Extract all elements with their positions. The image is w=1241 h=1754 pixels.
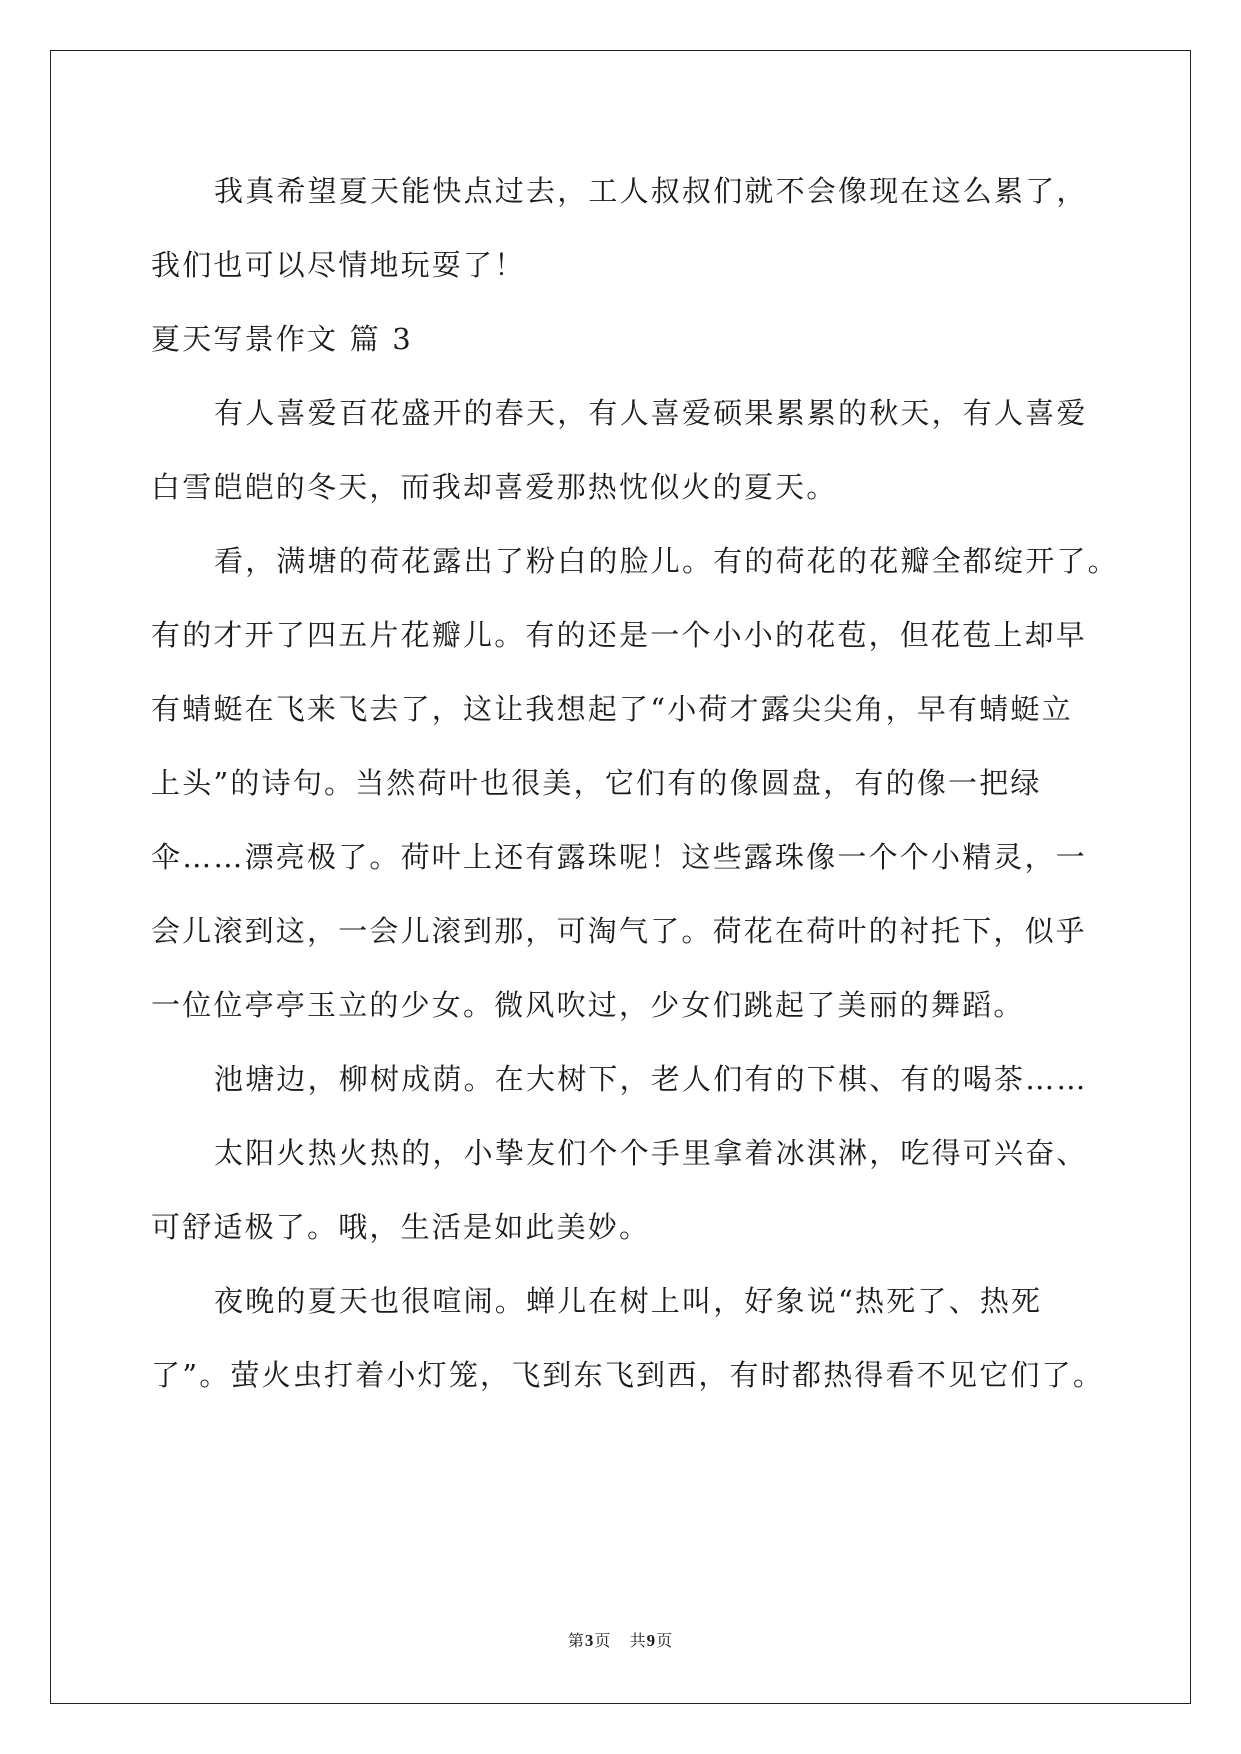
section-heading: 夏天写景作文 篇 3 (151, 322, 413, 356)
page-footer (0, 1628, 1241, 1651)
paragraph-line: 伞……漂亮极了。荷叶上还有露珠呢！这些露珠像一个个小精灵，一 (151, 840, 1088, 874)
paragraph-line: 白雪皑皑的冬天，而我却喜爱那热忱似火的夏天。 (151, 470, 838, 504)
paragraph-line: 了”。萤火虫打着小灯笼，飞到东飞到西，有时都热得看不见它们了。 (151, 1358, 1105, 1392)
paragraph-line: 太阳火热火热的，小挚友们个个手里拿着冰淇淋，吃得可兴奋、 (214, 1136, 1088, 1170)
paragraph-line: 我真希望夏天能快点过去，工人叔叔们就不会像现在这么累了， (214, 174, 1088, 208)
paragraph-line: 有人喜爱百花盛开的春天，有人喜爱硕果累累的秋天，有人喜爱 (214, 396, 1088, 430)
paragraph-line: 夜晚的夏天也很喧闹。蝉儿在树上叫，好象说“热死了、热死 (214, 1284, 1043, 1318)
paragraph-line: 会儿滚到这，一会儿滚到那，可淘气了。荷花在荷叶的衬托下，似乎 (151, 914, 1088, 948)
paragraph-line: 池塘边，柳树成荫。在大树下，老人们有的下棋、有的喝茶…… (214, 1062, 1088, 1096)
paragraph-line: 我们也可以尽情地玩耍了！ (151, 248, 526, 282)
page-suffix: 页 (594, 1631, 612, 1650)
page-current: 3 (584, 1631, 595, 1650)
paragraph-line: 可舒适极了。哦，生活是如此美妙。 (151, 1210, 651, 1244)
paragraph-line: 一位位亭亭玉立的少女。微风吹过，少女们跳起了美丽的舞蹈。 (151, 988, 1025, 1022)
page-prefix: 第 (567, 1631, 585, 1650)
page-border (50, 50, 1191, 1704)
total-suffix: 页 (656, 1631, 674, 1650)
paragraph-line: 有的才开了四五片花瓣儿。有的还是一个小小的花苞，但花苞上却早 (151, 618, 1088, 652)
paragraph-line: 看，满塘的荷花露出了粉白的脸儿。有的荷花的花瓣全都绽开了。 (214, 544, 1119, 578)
paragraph-line: 上头”的诗句。当然荷叶也很美，它们有的像圆盘，有的像一把绿 (151, 766, 1042, 800)
total-prefix: 共 (629, 1631, 647, 1650)
paragraph-line: 有蜻蜓在飞来飞去了，这让我想起了“小荷才露尖尖角，早有蜻蜓立 (151, 692, 1073, 726)
page-total: 9 (646, 1631, 657, 1650)
